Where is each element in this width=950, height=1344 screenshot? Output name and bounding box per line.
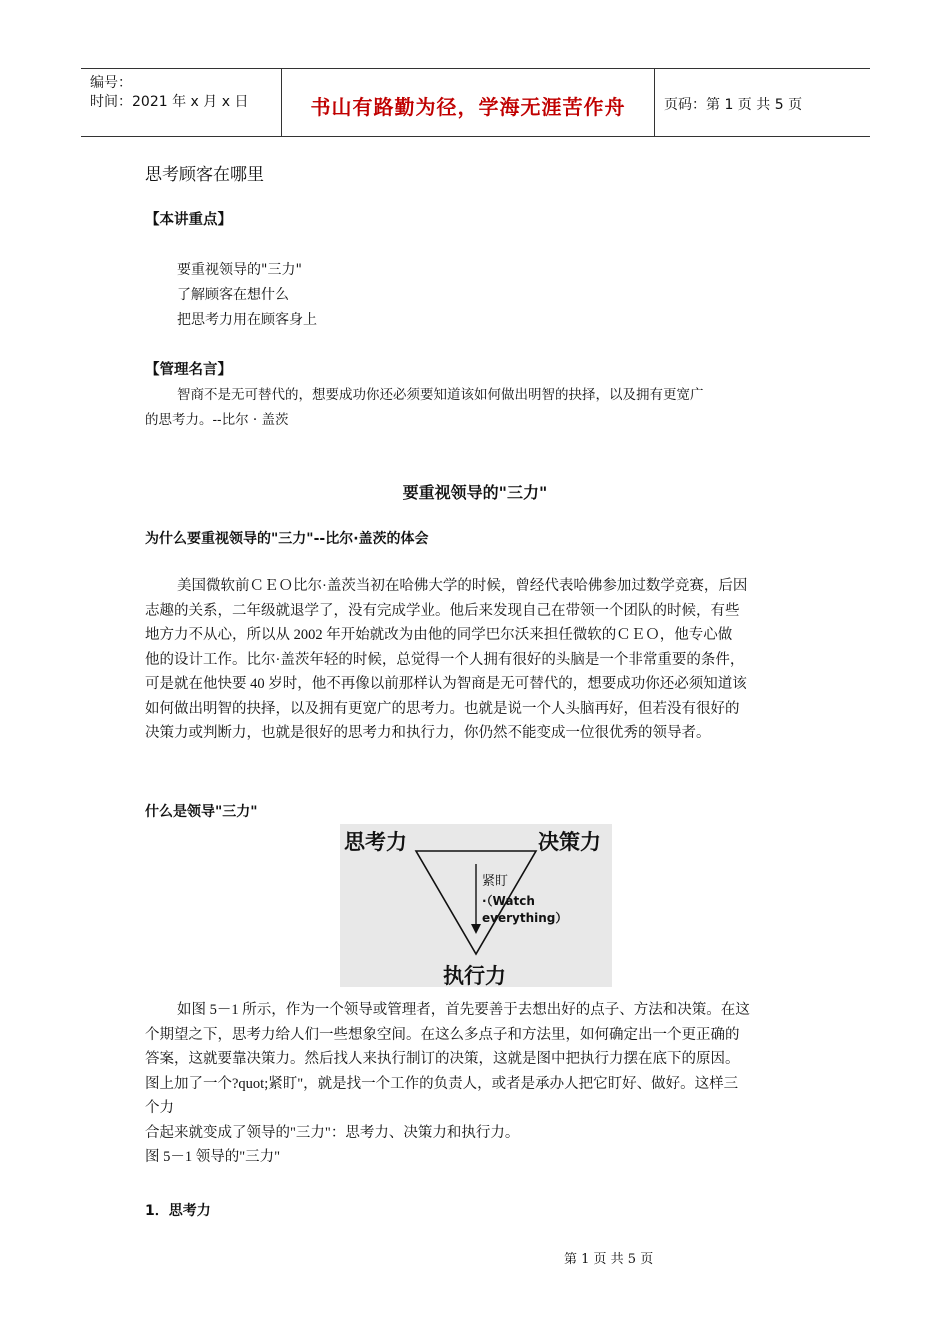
paragraph-gates [145, 574, 815, 746]
paragraph-line: 志趣的关系，二年级就退学了，没有完成学业。他后来发现自己在带领一个团队的时候，有些 [145, 602, 740, 619]
paragraph-line: 他的设计工作。比尔·盖茨年轻的时候，总觉得一个人拥有很好的头脑是一个非常重要的条件， [145, 651, 745, 668]
paragraph-line: 个期望之下，思考力给人们一些想象空间。在这么多点子和方法里，如何确定出一个更正确的 [145, 1026, 740, 1043]
paragraph-line: 美国微软前ＣＥＯ比尔·盖茨当初在哈佛大学的时候，曾经代表哈佛参加过数学竞赛，后因 [177, 578, 748, 594]
quote-line: 智商不是无可替代的，想要成功你还必须要知道该如何做出明智的抉择，以及拥有更宽广 [177, 387, 704, 403]
time-label: 时间：2021 年 x 月 x 日 [90, 94, 249, 110]
key-point: 了解顾客在想什么 [177, 287, 289, 303]
code-label: 编号： [90, 75, 132, 91]
paragraph-line: 合起来就变成了领导的"三力"：思考力、决策力和执行力。 [145, 1124, 520, 1141]
three-forces-figure [340, 824, 612, 987]
key-point: 把思考力用在顾客身上 [177, 312, 317, 328]
quote-heading: 【管理名言】 [145, 362, 232, 378]
figure-caption: 图 5－1 领导的"三力" [145, 1149, 281, 1165]
key-point: 要重视领导的"三力" [177, 262, 302, 278]
paragraph-figure-explain [145, 998, 815, 1170]
motto: 书山有路勤为径，学海无涯苦作舟 [310, 95, 626, 119]
header-table [81, 68, 870, 137]
subheading-what: 什么是领导"三力" [145, 804, 258, 820]
paragraph-line: 图上加了一个?quot;紧盯"，就是找一个工作的负责人，或者是承办人把它盯好、做好。这样三 [145, 1075, 739, 1092]
arrow-sublabel: ·（Watch everything） [482, 894, 568, 925]
header-motto-cell [282, 69, 655, 136]
doc-title: 思考顾客在哪里 [145, 165, 264, 185]
key-points-heading: 【本讲重点】 [145, 212, 232, 228]
label-execution: 执行力 [443, 963, 506, 988]
page-label: 页码：第 1 页 共 5 页 [664, 97, 803, 113]
paragraph-line: 个力 [145, 1100, 174, 1116]
quote-line: 的思考力。--比尔 · 盖茨 [145, 412, 289, 428]
label-thinking: 思考力 [344, 829, 407, 854]
subheading-why: 为什么要重视领导的"三力"--比尔·盖茨的体会 [145, 531, 429, 547]
paragraph-line: 可是就在他快要 40 岁时，他不再像以前那样认为智商是无可替代的，想要成功你还必须知道该 [145, 676, 747, 692]
paragraph-line: 如何做出明智的抉择，以及拥有更宽广的思考力。也就是说一个人头脑再好，但若没有很好的 [145, 700, 740, 717]
subheading-thinking: 1．思考力 [145, 1203, 211, 1219]
paragraph-line: 地方力不从心，所以从 2002 年开始就改为由他的同学巴尔沃来担任微软的ＣＥＯ，他专心做 [145, 627, 733, 643]
arrow-label: 紧盯 [482, 874, 509, 889]
header-info-cell [81, 69, 282, 136]
paragraph-line: 决策力或判断力，也就是很好的思考力和执行力，你仍然不能变成一位很优秀的领导者。 [145, 725, 711, 741]
section-title: 要重视领导的"三力" [402, 483, 548, 502]
arrow-head-icon [471, 924, 481, 934]
label-decision: 决策力 [538, 829, 601, 854]
footer-page-number: 第 1 页 共 5 页 [564, 1252, 654, 1267]
paragraph-line: 如图 5－1 所示，作为一个领导或管理者，首先要善于去想出好的点子、方法和决策。在这 [177, 1002, 750, 1018]
paragraph-line: 答案，这就要靠决策力。然后找人来执行制订的决策，这就是图中把执行力摆在底下的原因。 [145, 1051, 740, 1067]
header-page-cell [655, 69, 870, 136]
